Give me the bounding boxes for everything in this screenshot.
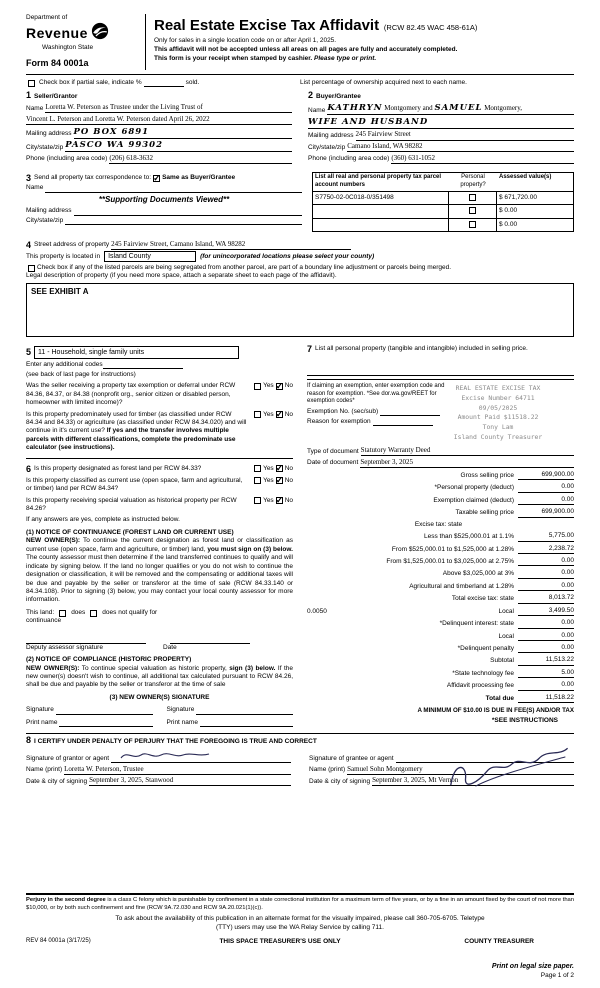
footer xyxy=(26,893,574,980)
historical-question xyxy=(26,497,293,514)
grantee-signature-block xyxy=(309,749,574,788)
delinquent-interest-state-row xyxy=(307,619,574,628)
buyer-name-input-line2[interactable]: WIFE AND HUSBAND xyxy=(308,117,574,129)
sold-label: sold. xyxy=(185,79,200,86)
grantor-date-label: Date & city of signing xyxy=(26,777,88,785)
notice-continuance-title: (1) NOTICE OF CONTINUANCE (FOREST LAND OR CURRENT USE) xyxy=(26,528,234,536)
section-7-number: 7 xyxy=(307,343,313,354)
grantor-signature-block xyxy=(26,749,291,788)
buyer-title: Buyer/Grantee xyxy=(316,93,361,101)
seller-phone-label: Phone (including area code) xyxy=(26,155,108,163)
treasurer-use-label: THIS SPACE TREASURER'S USE ONLY xyxy=(219,938,341,946)
agricultural-row xyxy=(307,582,574,591)
if-yes-note: If any answers are yes, complete as instructed below. xyxy=(26,516,180,524)
buyer-name-part-typed2: Montgomery, xyxy=(482,104,523,113)
section-1-number: 1 xyxy=(26,90,32,101)
historical-yes-label: Yes xyxy=(263,496,274,504)
affidavit-fee-row xyxy=(307,681,574,690)
tier3-row xyxy=(307,557,574,566)
see-back-note: (see back of last page for instructions) xyxy=(26,370,136,378)
buyer-name-part-hand2: SAMUEL xyxy=(434,103,483,114)
current-use-question-text: Is this property classified as current use (open space, farm and agricultural, or timber) land per RCW 84.34? xyxy=(26,476,243,493)
stamp-title: REAL ESTATE EXCISE TAX xyxy=(455,383,541,392)
print-name-label-2: Print name xyxy=(166,718,198,726)
timber-no-checkbox[interactable] xyxy=(276,411,283,418)
deferral-question-text: Was the seller receiving a property tax exemption or deferral under RCW 84.36, 84.37, or 84.38 (nonprofit org., senior citizen or disabled person, homeowner with limited income)? xyxy=(26,382,236,407)
section-5-number: 5 xyxy=(26,347,32,358)
affidavit-fee-label: Affidavit processing fee xyxy=(446,682,514,690)
property-location-section xyxy=(26,238,574,337)
certification-section xyxy=(26,733,574,788)
tier3-label: From $1,525,000.01 to $3,025,000 at 2.75% xyxy=(386,557,514,565)
timber-no-label: No xyxy=(284,410,293,418)
seller-phone-input[interactable]: (206) 618-3632 xyxy=(109,154,292,164)
delinquent-interest-local-value[interactable]: 0.00 xyxy=(518,632,574,641)
same-as-buyer-checkbox[interactable] xyxy=(153,175,160,182)
tax-correspondence-section xyxy=(26,172,302,232)
unincorporated-note: (for unincorporated locations please select your county) xyxy=(200,252,375,260)
section-4-number: 4 xyxy=(26,239,32,250)
new-owner-signature-input-2[interactable] xyxy=(196,707,293,715)
personal-property-column-header: Personal property? xyxy=(460,174,486,189)
delinquent-penalty-value[interactable]: 0.00 xyxy=(518,644,574,653)
main-columns xyxy=(26,345,574,727)
personal-property-section xyxy=(307,345,574,354)
tier3-value[interactable]: 0.00 xyxy=(518,557,574,566)
current-use-yes-checkbox[interactable] xyxy=(254,477,261,484)
form-number: Form 84 0001a xyxy=(26,58,89,69)
gross-selling-price-value[interactable]: 699,900.00 xyxy=(518,471,574,480)
parcel-number-input-3[interactable] xyxy=(313,219,449,231)
agricultural-value[interactable]: 0.00 xyxy=(518,582,574,591)
this-land-label: This land: xyxy=(26,608,55,616)
section-6-number: 6 xyxy=(26,463,32,474)
washington-state-label: Washington State xyxy=(42,43,94,51)
forest-yes-label: Yes xyxy=(263,464,274,472)
document-type-input[interactable]: Statutory Warranty Deed xyxy=(361,446,574,456)
current-use-no-label: No xyxy=(284,476,293,484)
does-not-label: does not qualify for xyxy=(102,608,158,616)
section-7-divider xyxy=(307,379,574,380)
header-note-3 xyxy=(154,55,574,63)
gross-selling-price-row xyxy=(307,471,574,480)
local-rate-row xyxy=(307,607,574,616)
supporting-documents-stamp: **Supporting Documents Viewed** xyxy=(98,194,230,204)
local-rate-prefix: 0.0050 xyxy=(307,607,327,615)
signature-label-1: Signature xyxy=(26,706,54,714)
current-use-no-checkbox[interactable] xyxy=(276,477,283,484)
grantee-name-input[interactable]: Samuel Sohn Montgomery xyxy=(347,765,574,775)
legal-description-box[interactable] xyxy=(26,283,574,337)
local-rate-value[interactable]: 3,499.50 xyxy=(518,607,574,616)
tier2-label: From $525,000.01 to $1,525,000 at 1.28% xyxy=(391,545,514,553)
total-excise-state-label: Total excise tax: state xyxy=(451,595,514,603)
tier2-row xyxy=(307,545,574,554)
new-owner-print-name-input-2[interactable] xyxy=(200,719,293,727)
correspondence-label: Send all property tax correspondence to: xyxy=(34,174,152,182)
buyer-name-part-typed1: Montgomery and xyxy=(382,104,435,113)
seller-name-label: Name xyxy=(26,105,44,113)
parcel-column-header: List all real and personal property tax parcel account numbers xyxy=(315,174,442,189)
historical-yes-checkbox[interactable] xyxy=(254,497,261,504)
dor-logo-block xyxy=(26,14,146,70)
personal-property-checkbox-2[interactable] xyxy=(469,207,476,214)
gross-selling-price-label: Gross selling price xyxy=(460,471,514,479)
partial-sale-row xyxy=(26,79,574,87)
grantee-name-label: Name (print) xyxy=(309,766,346,774)
segregated-parcel-checkbox[interactable] xyxy=(28,265,35,272)
exemption-claimed-row xyxy=(307,496,574,505)
forest-land-question xyxy=(26,465,293,474)
treasurer-stamp xyxy=(422,384,574,444)
header-note-3-italic: Please type or print. xyxy=(314,55,377,63)
notice2-part-b: If the new owner(s) doesn't wish to continue, all additional tax calculated pursuant to RCW 84.26, shall be due and payable by the seller or transferor at the time of sale xyxy=(26,664,293,689)
buyer-phone-label: Phone (including area code) xyxy=(308,155,390,163)
tier1-row xyxy=(307,532,574,541)
header-divider xyxy=(26,74,574,75)
form-title: Real Estate Excise Tax Affidavit xyxy=(154,17,380,34)
delinquent-interest-state-label: *Delinquent interest: state xyxy=(439,620,514,628)
header-note-2: This affidavit will not be accepted unless all areas on all pages are fully and accurately completed. xyxy=(154,45,458,53)
correspondence-name-label: Name xyxy=(26,184,44,192)
buyer-phone-input[interactable]: (360) 631-1052 xyxy=(391,154,574,164)
seller-mailing-input[interactable]: PO BOX 6891 xyxy=(74,127,292,139)
delinquent-interest-local-label: Local xyxy=(498,632,514,640)
buyer-mailing-label: Mailing address xyxy=(308,132,354,140)
new-owner-signature-title: (3) NEW OWNER(S) SIGNATURE xyxy=(109,693,210,701)
seller-city-input[interactable]: PASCO WA 99302 xyxy=(65,140,292,152)
buyer-name-part-hand1: KATHRYN xyxy=(327,103,383,114)
stamp-treasurer-title: Island County Treasurer xyxy=(453,433,543,442)
legal-description-label: Legal description of property (if you need more space, attach a separate sheet to each page of the affidavit). xyxy=(26,272,337,280)
parties-row xyxy=(26,91,574,165)
alternate-format-line2: (TTY) users may use the WA Relay Service by calling 711. xyxy=(216,923,384,931)
parcel-row-3 xyxy=(313,219,573,231)
stamp-date: 09/05/2025 xyxy=(478,403,518,412)
deputy-signature-label: Deputy assessor signature xyxy=(26,643,103,651)
assessed-value-input-2[interactable]: $ 0.00 xyxy=(499,207,518,215)
parcel-table xyxy=(312,172,574,232)
taxable-selling-price-value[interactable]: 699,900.00 xyxy=(518,508,574,517)
document-date-label: Date of document xyxy=(307,459,359,467)
header-note-1: Only for sales in a single location code on or after April 1, 2025. xyxy=(154,36,337,44)
grantee-signature-label: Signature of grantee or agent xyxy=(309,754,394,762)
additional-codes-label: Enter any additional codes xyxy=(26,360,103,368)
parcel-number-input-1[interactable]: S7750-02-0C018-0/351498 xyxy=(313,192,449,204)
perjury-bold: Perjury in the second degree xyxy=(26,897,106,904)
correspondence-mailing-label: Mailing address xyxy=(26,207,72,215)
grantor-signature-label: Signature of grantor or agent xyxy=(26,754,110,762)
buyer-city-label: City/state/zip xyxy=(308,143,346,151)
excise-tax-computation xyxy=(307,471,574,703)
land-qualify-row xyxy=(26,609,293,617)
seller-grantor-section xyxy=(26,91,292,165)
grantor-name-label: Name (print) xyxy=(26,766,63,774)
notice1-part-a: To continue the current designation as forest land or classification as current use (open space, farm and agriculture, or timber) land, xyxy=(26,537,294,553)
new-owner-print-name-input-1[interactable] xyxy=(59,719,152,727)
delinquent-interest-local-row xyxy=(307,632,574,641)
section-2-number: 2 xyxy=(308,90,314,101)
historical-no-label: No xyxy=(284,496,293,504)
deferral-yes-label: Yes xyxy=(263,382,274,390)
historical-question-text: Is this property receiving special valuation as historical property per RCW 84.26? xyxy=(26,496,237,512)
agricultural-label: Agricultural and timberland at 1.28% xyxy=(409,582,514,590)
right-column xyxy=(307,345,574,727)
excise-tax-state-header: Excise tax: state xyxy=(414,520,463,528)
subtotal-label: Subtotal xyxy=(490,657,514,665)
grantee-date-input[interactable]: September 3, 2025, Mt Vernon xyxy=(372,776,574,786)
total-excise-state-value[interactable]: 8,013.72 xyxy=(518,594,574,603)
personal-property-checkbox-3[interactable] xyxy=(469,221,476,228)
grantee-signature-input[interactable] xyxy=(396,750,574,763)
total-excise-state-row xyxy=(307,594,574,603)
deputy-labels-row xyxy=(26,644,293,652)
subtotal-value[interactable]: 11,513.22 xyxy=(518,656,574,665)
land-does-not-checkbox[interactable] xyxy=(90,610,97,617)
section-3-row xyxy=(26,172,574,232)
stamp-excise-number: Excise Number 64711 xyxy=(461,393,535,402)
total-due-label: Total due xyxy=(485,694,514,702)
stamp-amount-paid: Amount Paid $11518.22 xyxy=(457,413,539,422)
local-rate-label: Local xyxy=(498,607,514,615)
see-instructions-note: *SEE INSTRUCTIONS xyxy=(491,717,558,725)
header-note-3-text: This form is your receipt when stamped by cashier. xyxy=(154,55,313,63)
forest-land-question-text: Is this property designated as forest land per RCW 84.33? xyxy=(34,464,202,472)
exemption-note: If claiming an exemption, enter exemption code and reason for exemption. *See dor.wa.gov/REET for exemption codes* xyxy=(307,382,445,405)
assessed-value-column-header: Assessed value(s) xyxy=(499,174,552,181)
personal-property-checkbox-1[interactable] xyxy=(469,194,476,201)
new-owner-signature-row xyxy=(26,706,293,714)
notice-compliance-title: (2) NOTICE OF COMPLIANCE (HISTORIC PROPERTY) xyxy=(26,656,192,664)
deferral-no-label: No xyxy=(284,382,293,390)
tier2-value[interactable]: 2,238.72 xyxy=(518,545,574,554)
affidavit-fee-value[interactable]: 0.00 xyxy=(518,681,574,690)
print-name-label-1: Print name xyxy=(26,718,58,726)
street-address-input[interactable]: 245 Fairview Street, Camano Island, WA 98282 xyxy=(111,240,351,250)
personal-property-input[interactable] xyxy=(307,356,574,376)
notice-compliance-body xyxy=(26,665,293,690)
deferral-no-checkbox[interactable] xyxy=(276,383,283,390)
grantor-date-input[interactable]: September 3, 2025, Stanwood xyxy=(89,776,291,786)
forest-land-section xyxy=(26,458,293,728)
assessed-value-input-1[interactable]: $ 671,720.00 xyxy=(499,193,537,201)
seller-name-input[interactable]: Loretta W. Peterson as Trustee under the Living Trust of xyxy=(45,103,292,113)
notice-continuance-body xyxy=(26,537,293,605)
perjury-notice xyxy=(26,897,574,912)
exhibit-a-text: SEE EXHIBIT A xyxy=(31,286,89,296)
segregated-parcel-label: Check box if any of the listed parcels are being segregated from another parcel, are part of a boundary line adjustment or parcels being merged. xyxy=(37,263,452,271)
rev-number: REV 84 0001a (3/17/25) xyxy=(26,938,91,945)
signature-label-2: Signature xyxy=(166,706,195,714)
new-owner-signature-input-1[interactable] xyxy=(56,707,153,715)
deferral-yes-checkbox[interactable] xyxy=(254,383,261,390)
technology-fee-label: *State technology fee xyxy=(452,669,514,677)
buyer-grantee-section xyxy=(308,91,574,165)
section-3-number: 3 xyxy=(26,172,32,183)
exemption-claimed-value[interactable]: 0.00 xyxy=(518,496,574,505)
current-use-yes-label: Yes xyxy=(263,476,274,484)
land-does-checkbox[interactable] xyxy=(59,610,66,617)
does-label: does xyxy=(71,608,86,616)
deputy-date-input[interactable] xyxy=(170,636,250,644)
taxable-selling-price-row xyxy=(307,508,574,517)
deferral-question xyxy=(26,382,293,407)
deputy-date-label: Date xyxy=(162,643,177,651)
notice2-owner: NEW OWNER(S): xyxy=(26,664,80,672)
delinquent-interest-state-value[interactable]: 0.00 xyxy=(518,619,574,628)
seller-name-input-line2[interactable]: Vincent L. Peterson and Loretta W. Peterson dated April 26, 2022 xyxy=(26,115,292,125)
parcel-table-header xyxy=(313,173,573,192)
grantee-date-label: Date & city of signing xyxy=(309,777,371,785)
ownership-percentage-note: List percentage of ownership acquired next to each name. xyxy=(300,79,467,86)
delinquent-penalty-label: *Delinquent penalty xyxy=(457,645,514,653)
notice2-part-a: To continue special valuation as historic property, xyxy=(79,664,230,672)
deputy-signature-row xyxy=(26,636,293,644)
partial-sale-percent-input[interactable] xyxy=(144,79,184,87)
parcel-number-input-2[interactable] xyxy=(313,205,449,217)
department-of-label: Department of xyxy=(26,14,68,21)
buyer-name-label: Name xyxy=(308,106,326,114)
timber-yes-label: Yes xyxy=(263,410,274,418)
historical-no-checkbox[interactable] xyxy=(276,497,283,504)
total-due-row xyxy=(307,694,574,703)
perjury-text: is a class C felony which is punishable by confinement in a state correctional institution for a maximum term of five years, or by a fine in an amount fixed by the court of not more than $10,000, or by both such confinement and fine (RCW 9A.72.030 and RCW 9A.20.021(1)(c)). xyxy=(26,897,574,911)
exemption-area xyxy=(307,383,574,445)
left-column xyxy=(26,345,293,727)
excise-tax-state-header-row xyxy=(307,521,574,529)
parcel-row-2 xyxy=(313,205,573,218)
timber-question-text: Is this property predominately used for timber (as classified under RCW 84.34 and 84.33) or agriculture (as classified under RCW 84.34.020) and will continue in it's current use? xyxy=(26,410,247,435)
parcel-row-1 xyxy=(313,192,573,205)
county-treasurer-label: COUNTY TREASURER xyxy=(464,938,534,946)
street-address-label: Street address of property xyxy=(34,241,110,249)
personal-property-deduct-value[interactable]: 0.00 xyxy=(518,483,574,492)
tier1-value[interactable]: 5,775.00 xyxy=(518,532,574,541)
stamp-treasurer-name: Tony Lam xyxy=(482,423,514,432)
rcw-reference: (RCW 82.45 WAC 458-61A) xyxy=(383,23,478,32)
page-number: Page 1 of 2 xyxy=(540,971,574,979)
total-due-value[interactable]: 11,518.22 xyxy=(518,694,574,703)
notice2-bold: sign (3) below. xyxy=(229,664,276,672)
grantor-signature xyxy=(119,748,211,762)
buyer-mailing-input[interactable]: 245 Fairview Street xyxy=(356,130,574,140)
taxable-selling-price-label: Taxable selling price xyxy=(455,509,514,517)
header xyxy=(26,14,574,70)
grantor-name-input[interactable]: Loretta W. Peterson, Trustee xyxy=(64,765,291,775)
notice1-part-b: The county assessor must then determine if the land transferred continues to qualify and will indicate by signing below. If the land no longer qualifies or you do not wish to continue the designation or classification, it will be removed and the compensating or additional taxes will be due and payable by the seller or transferor at the time of sale (RCW 84.33.140 or 84.34.108). Prior to signing (3) below, you may contact your local county assessor for more information. xyxy=(26,554,293,604)
personal-property-deduct-label: *Personal property (deduct) xyxy=(434,484,514,492)
correspondence-city-label: City/state/zip xyxy=(26,217,64,225)
additional-codes-input[interactable] xyxy=(103,361,183,369)
timber-question xyxy=(26,411,293,453)
document-date-input[interactable]: September 3, 2025 xyxy=(360,458,574,468)
exemption-claimed-label: Exemption claimed (deduct) xyxy=(433,496,514,504)
print-legal-note: Print on legal size paper. xyxy=(491,963,574,971)
alternate-format-line1: To ask about the availability of this publication in an alternate format for the visually impaired, please call 360-705-6705. Teletype xyxy=(115,915,485,923)
same-as-buyer-label: Same as Buyer/Grantee xyxy=(162,174,236,182)
partial-sale-checkbox[interactable] xyxy=(28,80,35,87)
continuance-label: continuance xyxy=(26,617,62,625)
buyer-city-input[interactable]: Camano Island, WA 98282 xyxy=(347,142,574,152)
new-owner-printname-row xyxy=(26,719,293,727)
timber-yes-checkbox[interactable] xyxy=(254,411,261,418)
notice1-bold: you must sign on (3) below. xyxy=(207,545,293,553)
certify-statement: I CERTIFY UNDER PENALTY OF PERJURY THAT THE FOREGOING IS TRUE AND CORRECT xyxy=(34,738,317,746)
personal-property-intro: List all personal property (tangible and intangible) included in selling price. xyxy=(315,344,528,352)
correspondence-city-input[interactable] xyxy=(65,217,302,225)
property-use-code-select[interactable]: 11 - Household, single family units xyxy=(34,346,239,359)
delinquent-penalty-row xyxy=(307,644,574,653)
document-type-label: Type of document xyxy=(307,447,359,455)
dor-seal-icon xyxy=(91,22,109,43)
grantor-signature-input[interactable] xyxy=(111,750,291,763)
notice1-owner: NEW OWNER(S): xyxy=(26,537,81,545)
correspondence-mailing-input[interactable] xyxy=(74,208,302,216)
tier4-label: Above $3,025,000 at 3% xyxy=(442,570,514,578)
tier4-value[interactable]: 0.00 xyxy=(518,569,574,578)
technology-fee-value[interactable]: 5.00 xyxy=(518,669,574,678)
exemption-no-label: Exemption No. (sec/sub) xyxy=(307,407,379,415)
alternate-format-note xyxy=(26,915,574,932)
exemption-reason-label: Reason for exemption xyxy=(307,417,371,425)
seller-title: Seller/Grantor xyxy=(34,93,78,101)
seller-city-label: City/state/zip xyxy=(26,143,64,151)
deputy-assessor-signature-input[interactable] xyxy=(26,636,146,644)
county-select[interactable]: Island County xyxy=(104,251,196,262)
revenue-wordmark: Revenue xyxy=(26,25,88,42)
personal-property-deduct-row xyxy=(307,483,574,492)
title-block xyxy=(154,14,574,70)
tier1-label: Less than $525,000.01 at 1.1% xyxy=(424,533,514,541)
forest-yes-checkbox[interactable] xyxy=(254,465,261,472)
assessed-value-input-3[interactable]: $ 0.00 xyxy=(499,220,518,228)
minimum-due-note: A MINIMUM OF $10.00 IS DUE IN FEE(S) AND/OR TAX xyxy=(417,707,574,715)
correspondence-name-input[interactable] xyxy=(45,185,302,193)
subtotal-row xyxy=(307,656,574,665)
timber-question-bold: If yes and the transfer involves multiple parcels with different classifications, complete the predominate use calculator (see instructions). xyxy=(26,427,236,452)
current-use-question xyxy=(26,477,293,494)
forest-no-label: No xyxy=(284,464,293,472)
rev-row xyxy=(26,938,574,946)
technology-fee-row xyxy=(307,669,574,678)
section-8-number: 8 xyxy=(26,735,32,746)
forest-no-checkbox[interactable] xyxy=(276,465,283,472)
tier4-row xyxy=(307,569,574,578)
seller-mailing-label: Mailing address xyxy=(26,130,72,138)
buyer-name-input[interactable] xyxy=(327,103,574,115)
located-in-label: This property is located in xyxy=(26,252,101,260)
partial-sale-label: Check box if partial sale, indicate % xyxy=(39,79,142,86)
